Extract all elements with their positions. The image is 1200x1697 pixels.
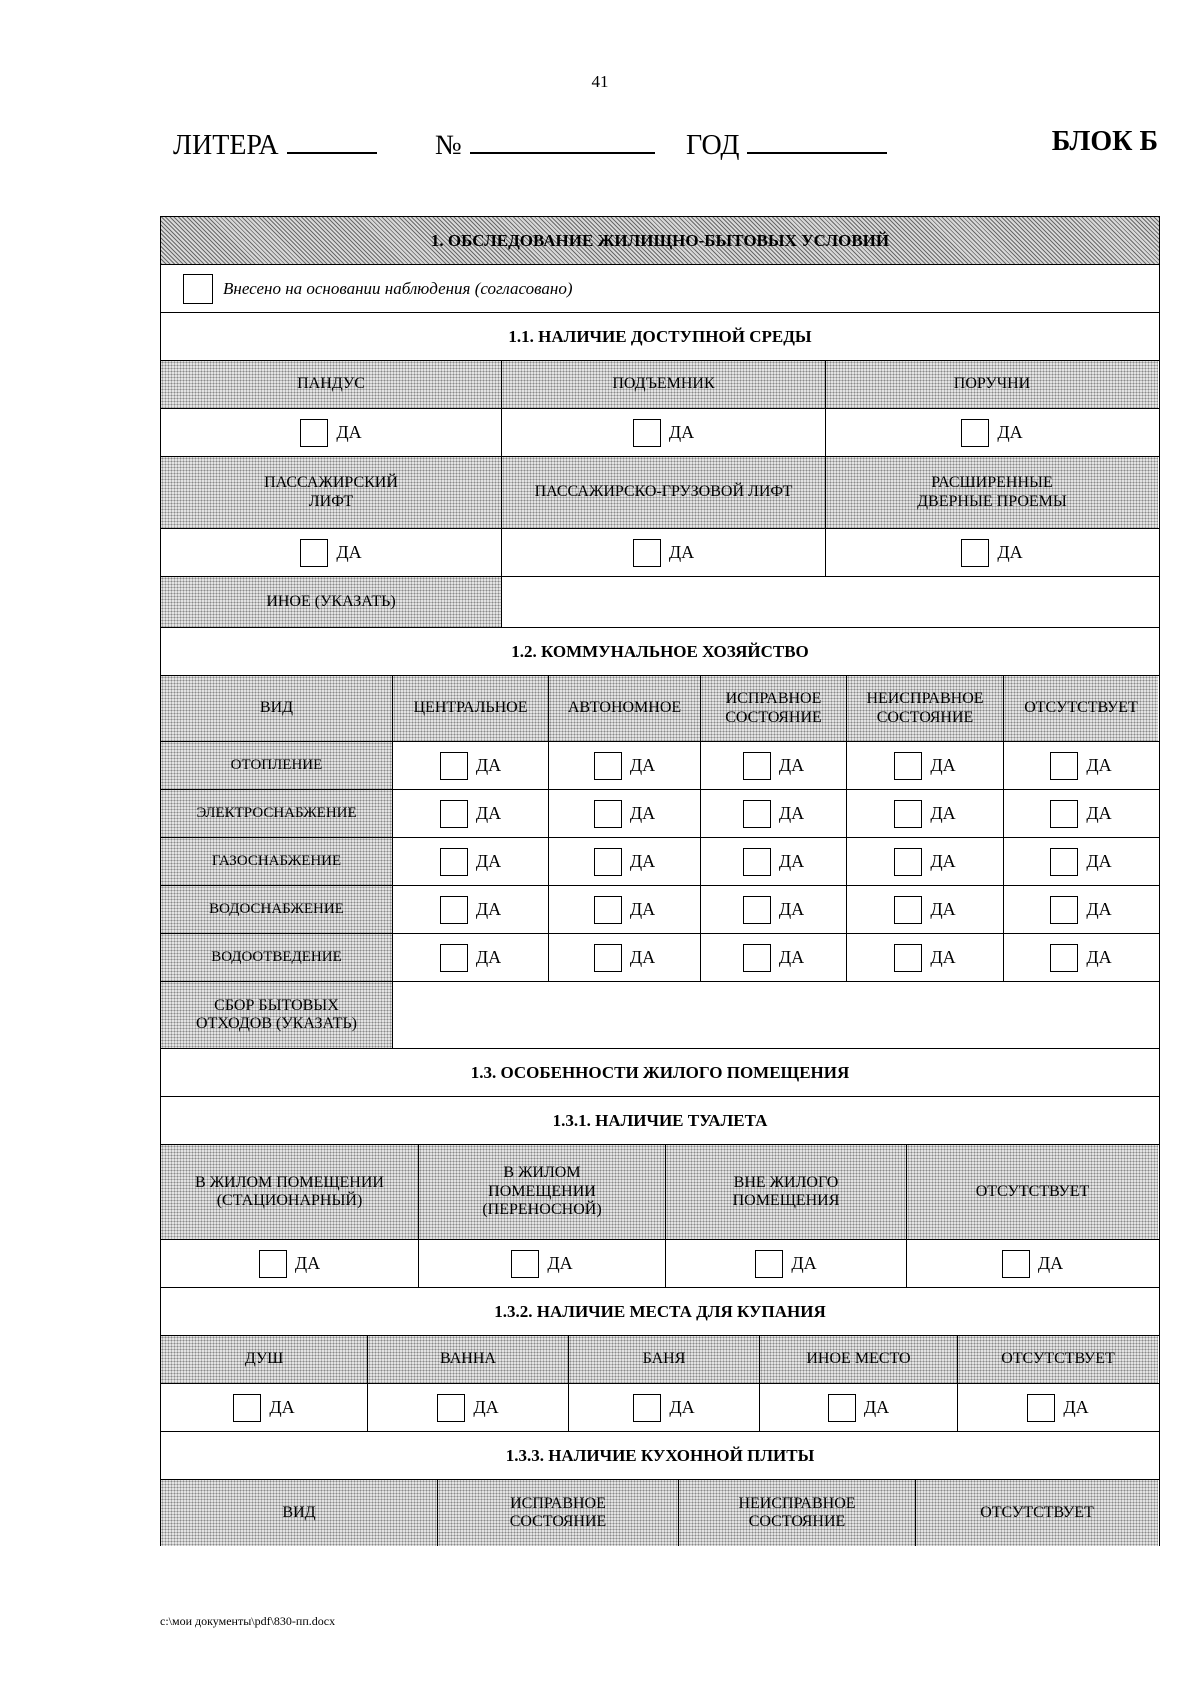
s12-waste-row (160, 982, 1160, 1049)
utility-central-cell (393, 886, 549, 933)
yes-label: ДА (1086, 899, 1112, 920)
s11-title: 1.1. НАЛИЧИЕ ДОСТУПНОЙ СРЕДЫ (508, 326, 812, 346)
yes-label: ДА (791, 1253, 817, 1274)
toilet-outdoor-checkbox[interactable] (755, 1250, 783, 1278)
yes-label: ДА (475, 947, 502, 968)
handrails-yes-cell (826, 409, 1158, 456)
s13-title: 1.3. ОСОБЕННОСТИ ЖИЛОГО ПОМЕЩЕНИЯ (470, 1062, 850, 1082)
toilet-outdoor-header (666, 1145, 907, 1239)
utility-autonomous-cell (549, 742, 701, 789)
utility-absent-checkbox[interactable] (1050, 944, 1078, 972)
s132-yes-row (160, 1384, 1160, 1432)
utility-faulty-cell (847, 886, 1004, 933)
utility-faulty-checkbox[interactable] (894, 800, 922, 828)
yes-label: ДА (475, 755, 502, 776)
passenger-lift-label: ПАССАЖИРСКИЙ ЛИФТ (264, 474, 398, 510)
utility-autonomous-cell (549, 838, 701, 885)
utility-row (160, 790, 1160, 838)
utility-autonomous-checkbox[interactable] (594, 848, 622, 876)
utility-central-checkbox[interactable] (440, 800, 468, 828)
handrails-header: ПОРУЧНИ (826, 361, 1158, 408)
shower-header: ДУШ (161, 1336, 368, 1383)
utility-working-cell (701, 934, 847, 981)
stove-working-header (438, 1480, 679, 1546)
waste-label (161, 982, 393, 1048)
waste-input[interactable] (393, 982, 1158, 1048)
utility-row (160, 886, 1160, 934)
yes-label: ДА (475, 899, 502, 920)
s133-title: 1.3.3. НАЛИЧИЕ КУХОННОЙ ПЛИТЫ (505, 1445, 815, 1465)
s133-title-row (160, 1432, 1160, 1480)
toilet-indoor-fixed-label: В ЖИЛОМ ПОМЕЩЕНИИ (СТАЦИОНАРНЫЙ) (195, 1173, 384, 1209)
utility-working-cell (701, 838, 847, 885)
s131-yes-row (160, 1240, 1160, 1288)
yes-label: ДА (629, 947, 656, 968)
litera-blank[interactable] (287, 126, 377, 154)
other-access-input[interactable] (502, 577, 1158, 627)
s12-title: 1.2. КОММУНАЛЬНОЕ ХОЗЯЙСТВО (511, 641, 809, 661)
page-number: 41 (591, 72, 609, 91)
utility-absent-cell (1004, 742, 1158, 789)
yes-label: ДА (669, 1397, 695, 1418)
toilet-indoor-portable-yes-cell (419, 1240, 666, 1287)
utility-central-cell (393, 742, 549, 789)
utility-label: ГАЗОСНАБЖЕНИЕ (161, 838, 393, 885)
wide-doorways-header (826, 457, 1158, 528)
yes-label: ДА (930, 899, 956, 920)
other-place-checkbox[interactable] (828, 1394, 856, 1422)
utility-working-checkbox[interactable] (743, 752, 771, 780)
s132-title: 1.3.2. НАЛИЧИЕ МЕСТА ДЛЯ КУПАНИЯ (494, 1301, 826, 1321)
utility-label: ВОДООТВЕДЕНИЕ (161, 934, 393, 981)
utility-absent-cell (1004, 790, 1158, 837)
utility-central-checkbox[interactable] (440, 752, 468, 780)
bathing-absent-checkbox[interactable] (1027, 1394, 1055, 1422)
toilet-indoor-fixed-checkbox[interactable] (259, 1250, 287, 1278)
ramp-yes-cell (161, 409, 502, 456)
yes-label: ДА (294, 1253, 321, 1274)
year-label: ГОД (686, 130, 740, 161)
s132-header-row (160, 1336, 1160, 1384)
s11-header-row-1 (160, 361, 1160, 409)
toilet-outdoor-yes-cell (666, 1240, 907, 1287)
s12-kind-header: ВИД (161, 676, 393, 741)
utility-central-checkbox[interactable] (440, 896, 468, 924)
toilet-indoor-portable-label: В ЖИЛОМ ПОМЕЩЕНИИ (ПЕРЕНОСНОЙ) (482, 1164, 602, 1219)
utility-autonomous-cell (549, 790, 701, 837)
yes-label: ДА (778, 947, 805, 968)
passenger-lift-checkbox[interactable] (300, 539, 328, 567)
lift-platform-checkbox[interactable] (633, 419, 661, 447)
yes-label: ДА (930, 851, 956, 872)
s131-title: 1.3.1. НАЛИЧИЕ ТУАЛЕТА (552, 1110, 768, 1130)
toilet-indoor-portable-header (419, 1145, 666, 1239)
utility-faulty-cell (847, 838, 1004, 885)
document-header (173, 126, 1158, 166)
handrails-checkbox[interactable] (961, 419, 989, 447)
yes-label: ДА (778, 899, 805, 920)
wide-doorways-checkbox[interactable] (961, 539, 989, 567)
utility-absent-checkbox[interactable] (1050, 752, 1078, 780)
utility-central-cell (393, 934, 549, 981)
utility-faulty-checkbox[interactable] (894, 752, 922, 780)
toilet-absent-yes-cell (907, 1240, 1158, 1287)
yes-label: ДА (629, 851, 656, 872)
utility-working-checkbox[interactable] (743, 896, 771, 924)
utility-autonomous-checkbox[interactable] (594, 800, 622, 828)
utility-working-checkbox[interactable] (743, 944, 771, 972)
yes-label: ДА (629, 899, 656, 920)
yes-label: ДА (1086, 755, 1112, 776)
utility-faulty-cell (847, 790, 1004, 837)
wide-doorways-label: РАСШИРЕННЫЕ ДВЕРНЫЕ ПРОЕМЫ (917, 474, 1067, 510)
stove-absent-header: ОТСУТСТВУЕТ (916, 1480, 1158, 1546)
s12-title-row (160, 628, 1160, 676)
yes-label: ДА (269, 1397, 295, 1418)
s132-title-row (160, 1288, 1160, 1336)
passenger-lift-header (161, 457, 502, 528)
yes-label: ДА (475, 851, 502, 872)
yes-label: ДА (473, 1397, 499, 1418)
toilet-outdoor-label: ВНЕ ЖИЛОГО ПОМЕЩЕНИЯ (732, 1173, 840, 1209)
utility-working-cell (701, 790, 847, 837)
utility-central-checkbox[interactable] (440, 944, 468, 972)
utility-absent-checkbox[interactable] (1050, 800, 1078, 828)
section1-title: 1. ОБСЛЕДОВАНИЕ ЖИЛИЩНО-БЫТОВЫХ УСЛОВИЙ (161, 217, 1159, 264)
s133-header-row (160, 1480, 1160, 1546)
s11-header-row-2 (160, 457, 1160, 529)
footer-file-path: c:\мои документы\pdf\830-пп.docx (160, 1614, 336, 1628)
sauna-header: БАНЯ (569, 1336, 760, 1383)
stove-faulty-label: НЕИСПРАВНОЕ СОСТОЯНИЕ (738, 1494, 856, 1530)
stove-working-label: ИСПРАВНОЕ СОСТОЯНИЕ (509, 1494, 607, 1530)
yes-label: ДА (863, 1397, 890, 1418)
number-label: № (435, 130, 462, 161)
utility-rows (160, 742, 1160, 982)
utility-label: ЭЛЕКТРОСНАБЖЕНИЕ (161, 790, 393, 837)
bathtub-header: ВАННА (368, 1336, 569, 1383)
s13-title-row (160, 1049, 1160, 1097)
s11-other-row (160, 577, 1160, 628)
yes-label: ДА (1063, 1397, 1089, 1418)
wide-doorways-yes-cell (826, 529, 1158, 576)
section1-title-row (160, 216, 1160, 265)
stove-faulty-header (679, 1480, 916, 1546)
yes-label: ДА (930, 755, 956, 776)
stove-kind-header: ВИД (161, 1480, 438, 1546)
shower-checkbox[interactable] (233, 1394, 261, 1422)
s11-yes-row-1 (160, 409, 1160, 457)
s131-header-row (160, 1145, 1160, 1240)
utility-autonomous-cell (549, 934, 701, 981)
utility-working-cell (701, 742, 847, 789)
toilet-absent-header: ОТСУТСТВУЕТ (907, 1145, 1158, 1239)
yes-label: ДА (1086, 803, 1112, 824)
utility-faulty-checkbox[interactable] (894, 848, 922, 876)
utility-central-checkbox[interactable] (440, 848, 468, 876)
toilet-indoor-portable-checkbox[interactable] (511, 1250, 539, 1278)
utility-autonomous-cell (549, 886, 701, 933)
yes-label: ДА (778, 803, 805, 824)
yes-label: ДА (1037, 1253, 1064, 1274)
utility-autonomous-checkbox[interactable] (594, 944, 622, 972)
freight-lift-yes-cell (502, 529, 826, 576)
utility-absent-cell (1004, 934, 1158, 981)
yes-label: ДА (629, 755, 656, 776)
s12-central-header: ЦЕНТРАЛЬНОЕ (393, 676, 549, 741)
utility-label: ВОДОСНАБЖЕНИЕ (161, 886, 393, 933)
lift-platform-header: ПОДЪЕМНИК (502, 361, 826, 408)
bathing-absent-yes-cell (958, 1384, 1158, 1431)
yes-label: ДА (1086, 851, 1112, 872)
litera-field[interactable] (173, 126, 377, 162)
utility-autonomous-checkbox[interactable] (594, 896, 622, 924)
yes-label: ДА (475, 803, 502, 824)
yes-label: ДА (997, 542, 1023, 563)
number-field[interactable] (435, 126, 655, 162)
litera-label: ЛИТЕРА (173, 130, 279, 161)
yes-label: ДА (668, 542, 695, 563)
utility-absent-checkbox[interactable] (1050, 896, 1078, 924)
block-label: БЛОК Б (1051, 126, 1158, 157)
yes-label: ДА (629, 803, 656, 824)
toilet-absent-checkbox[interactable] (1002, 1250, 1030, 1278)
sauna-checkbox[interactable] (633, 1394, 661, 1422)
toilet-indoor-fixed-header (161, 1145, 419, 1239)
utility-faulty-checkbox[interactable] (894, 896, 922, 924)
bathing-absent-header: ОТСУТСТВУЕТ (958, 1336, 1158, 1383)
s11-yes-row-2 (160, 529, 1160, 577)
observed-checkbox[interactable] (183, 274, 213, 304)
utility-working-checkbox[interactable] (743, 800, 771, 828)
yes-label: ДА (778, 755, 805, 776)
yes-label: ДА (547, 1253, 573, 1274)
utility-faulty-cell (847, 934, 1004, 981)
toilet-indoor-fixed-yes-cell (161, 1240, 419, 1287)
sauna-yes-cell (569, 1384, 760, 1431)
utility-working-cell (701, 886, 847, 933)
utility-row (160, 934, 1160, 982)
utility-faulty-cell (847, 742, 1004, 789)
s12-faulty-header: НЕИСПРАВНОЕ СОСТОЯНИЕ (847, 676, 1004, 741)
bathtub-yes-cell (368, 1384, 569, 1431)
yes-label: ДА (668, 422, 695, 443)
utility-autonomous-checkbox[interactable] (594, 752, 622, 780)
survey-form (160, 216, 1160, 1546)
utility-row (160, 742, 1160, 790)
lift-platform-yes-cell (502, 409, 826, 456)
utility-central-cell (393, 790, 549, 837)
ramp-checkbox[interactable] (300, 419, 328, 447)
year-field[interactable] (686, 126, 887, 162)
s12-header-row (160, 676, 1160, 742)
s12-absent-header: ОТСУТСТВУЕТ (1004, 676, 1158, 741)
yes-label: ДА (336, 542, 362, 563)
utility-absent-cell (1004, 886, 1158, 933)
s12-autonomous-header: АВТОНОМНОЕ (549, 676, 701, 741)
yes-label: ДА (930, 803, 956, 824)
ramp-header: ПАНДУС (161, 361, 502, 408)
other-place-header: ИНОЕ МЕСТО (760, 1336, 958, 1383)
shower-yes-cell (161, 1384, 368, 1431)
yes-label: ДА (997, 422, 1023, 443)
passenger-lift-yes-cell (161, 529, 502, 576)
bathtub-checkbox[interactable] (437, 1394, 465, 1422)
observed-cell (161, 265, 1159, 312)
freight-lift-header (502, 457, 826, 528)
number-blank[interactable] (470, 126, 655, 154)
s11-title-row (160, 313, 1160, 361)
utility-faulty-checkbox[interactable] (894, 944, 922, 972)
yes-label: ДА (930, 947, 956, 968)
yes-label: ДА (1086, 947, 1112, 968)
utility-label: ОТОПЛЕНИЕ (161, 742, 393, 789)
waste-label-text: СБОР БЫТОВЫХ ОТХОДОВ (УКАЗАТЬ) (196, 996, 357, 1032)
utility-working-checkbox[interactable] (743, 848, 771, 876)
utility-absent-checkbox[interactable] (1050, 848, 1078, 876)
utility-row (160, 838, 1160, 886)
yes-label: ДА (336, 422, 362, 443)
year-blank[interactable] (747, 126, 887, 154)
utility-absent-cell (1004, 838, 1158, 885)
observed-note: Внесено на основании наблюдения (согласовано) (223, 278, 573, 298)
utility-central-cell (393, 838, 549, 885)
yes-label: ДА (778, 851, 805, 872)
s131-title-row (160, 1097, 1160, 1145)
other-access-label: ИНОЕ (УКАЗАТЬ) (161, 577, 502, 627)
s12-working-header: ИСПРАВНОЕ СОСТОЯНИЕ (701, 676, 847, 741)
freight-lift-label: ПАССАЖИРСКО-ГРУЗОВОЙ ЛИФТ (534, 483, 793, 501)
freight-lift-checkbox[interactable] (633, 539, 661, 567)
other-place-yes-cell (760, 1384, 958, 1431)
observed-row (160, 265, 1160, 313)
